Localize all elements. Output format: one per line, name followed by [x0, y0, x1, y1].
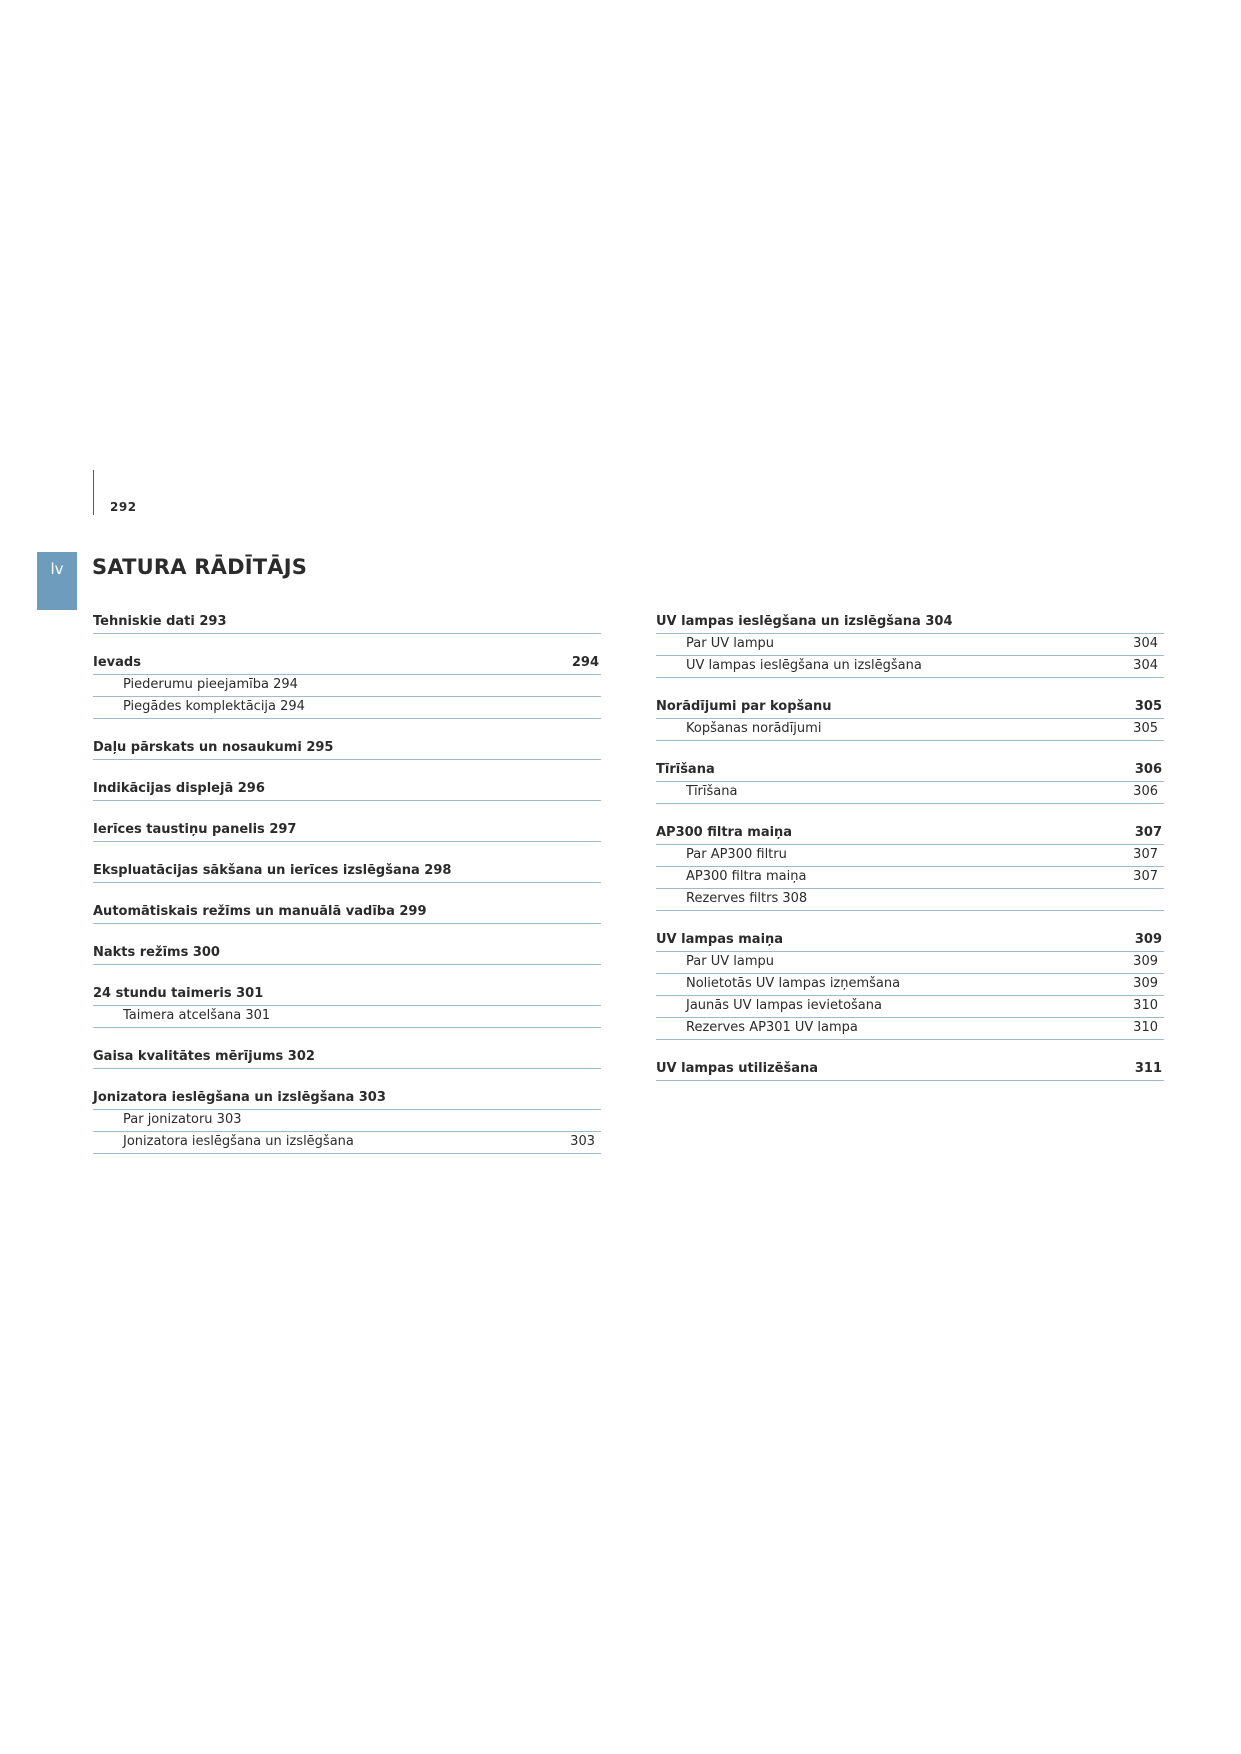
toc-entry[interactable] — [93, 945, 601, 965]
toc-subentry[interactable] — [656, 1020, 1164, 1040]
page-title: SATURA RĀDĪTĀJS — [92, 555, 308, 579]
toc-subentry-page: 307 — [1133, 847, 1158, 862]
toc-entry[interactable] — [93, 655, 601, 675]
toc-section — [656, 762, 1164, 804]
toc-subentry-page: 309 — [1133, 954, 1158, 969]
toc-section — [656, 1061, 1164, 1081]
toc-entry-title: Indikācijas displejā 296 — [93, 781, 265, 796]
toc-section — [93, 614, 601, 634]
toc-entry-title: Tīrīšana — [656, 762, 715, 777]
toc-subentry-title: Jaunās UV lampas ievietošana — [686, 998, 882, 1013]
toc-subentry-title: Rezerves filtrs 308 — [686, 891, 808, 906]
toc-entry-title: Tehniskie dati 293 — [93, 614, 227, 629]
toc-entry-title: Daļu pārskats un nosaukumi 295 — [93, 740, 334, 755]
toc-subentry-page: 306 — [1133, 784, 1158, 799]
toc-subentry-page: 309 — [1133, 976, 1158, 991]
toc-subentry[interactable] — [656, 954, 1164, 974]
toc-section — [93, 945, 601, 965]
toc-subentry[interactable] — [656, 998, 1164, 1018]
toc-entry[interactable] — [93, 740, 601, 760]
toc-subentry[interactable] — [93, 1112, 601, 1132]
toc-subentry[interactable] — [656, 976, 1164, 996]
toc-entry-title: Gaisa kvalitātes mērījums 302 — [93, 1049, 315, 1064]
toc-subentry-title: AP300 filtra maiņa — [686, 869, 807, 884]
toc-subentry[interactable] — [93, 699, 601, 719]
toc-entry-title: Jonizatora ieslēgšana un izslēgšana 303 — [93, 1090, 386, 1105]
toc-section — [93, 986, 601, 1028]
toc-entry[interactable] — [93, 904, 601, 924]
toc-entry[interactable] — [93, 1090, 601, 1110]
toc-subentry-title: Piegādes komplektācija 294 — [123, 699, 305, 714]
toc-entry-title: Automātiskais režīms un manuālā vadība 299 — [93, 904, 427, 919]
toc-entry-title: UV lampas utilizēšana — [656, 1061, 819, 1076]
toc-entry-title: Ekspluatācijas sākšana un ierīces izslēgšana 298 — [93, 863, 452, 878]
page-number: 292 — [110, 500, 137, 514]
toc-entry-page: 307 — [1134, 825, 1162, 840]
toc-entry-title: Nakts režīms 300 — [93, 945, 220, 960]
toc-entry-title: AP300 filtra maiņa — [656, 825, 793, 840]
toc-section — [93, 655, 601, 719]
toc-subentry-title: Par UV lampu — [686, 954, 774, 969]
toc-entry[interactable] — [656, 932, 1164, 952]
toc-subentry-title: Rezerves AP301 UV lampa — [686, 1020, 858, 1035]
toc-subentry-page: 304 — [1133, 658, 1158, 673]
toc-subentry[interactable] — [656, 636, 1164, 656]
toc-subentry-title: Par UV lampu — [686, 636, 774, 651]
toc-subentry-title: Kopšanas norādījumi — [686, 721, 822, 736]
toc-subentry[interactable] — [93, 1134, 601, 1154]
toc-subentry[interactable] — [93, 1008, 601, 1028]
toc-section — [656, 825, 1164, 911]
toc-entry[interactable] — [93, 863, 601, 883]
toc-entry[interactable] — [93, 781, 601, 801]
toc-entry[interactable] — [93, 614, 601, 634]
toc-entry-title: Norādījumi par kopšanu — [656, 699, 832, 714]
toc-entry-title: 24 stundu taimeris 301 — [93, 986, 264, 1001]
toc-entry-page: 309 — [1134, 932, 1162, 947]
toc-entry-page: 311 — [1134, 1061, 1162, 1076]
toc-subentry[interactable] — [656, 784, 1164, 804]
toc-entry[interactable] — [93, 1049, 601, 1069]
toc-subentry-page: 307 — [1133, 869, 1158, 884]
toc-entry-title: UV lampas maiņa — [656, 932, 784, 947]
toc-entry[interactable] — [656, 762, 1164, 782]
toc-entry[interactable] — [656, 699, 1164, 719]
language-tab: lv — [37, 552, 77, 610]
toc-subentry[interactable] — [656, 891, 1164, 911]
toc-entry-title: UV lampas ieslēgšana un izslēgšana 304 — [656, 614, 953, 629]
toc-entry[interactable] — [656, 1061, 1164, 1081]
toc-subentry-title: Nolietotās UV lampas izņemšana — [686, 976, 901, 991]
toc-subentry-title: Jonizatora ieslēgšana un izslēgšana — [123, 1134, 354, 1149]
toc-subentry[interactable] — [656, 847, 1164, 867]
toc-entry-page: 305 — [1134, 699, 1162, 714]
toc-section — [93, 822, 601, 842]
toc-entry[interactable] — [93, 986, 601, 1006]
toc-subentry-page: 303 — [570, 1134, 595, 1149]
toc-section — [93, 740, 601, 760]
toc-entry[interactable] — [656, 614, 1164, 634]
toc-subentry-title: UV lampas ieslēgšana un izslēgšana — [686, 658, 922, 673]
toc-section — [93, 1090, 601, 1154]
page-number-rule — [93, 470, 94, 515]
toc-entry-page: 306 — [1134, 762, 1162, 777]
toc-subentry-title: Tīrīšana — [686, 784, 738, 799]
toc-subentry-page: 305 — [1133, 721, 1158, 736]
toc-column-left — [93, 614, 601, 1175]
toc-subentry[interactable] — [93, 677, 601, 697]
toc-section — [93, 863, 601, 883]
toc-subentry-title: Par AP300 filtru — [686, 847, 787, 862]
toc-subentry[interactable] — [656, 721, 1164, 741]
toc-section — [656, 699, 1164, 741]
toc-subentry-title: Piederumu pieejamība 294 — [123, 677, 298, 692]
toc-entry[interactable] — [93, 822, 601, 842]
toc-subentry-title: Taimera atcelšana 301 — [123, 1008, 271, 1023]
toc-section — [93, 781, 601, 801]
toc-section — [656, 932, 1164, 1040]
toc-subentry-page: 304 — [1133, 636, 1158, 651]
toc-entry-title: Ierīces taustiņu panelis 297 — [93, 822, 297, 837]
toc-section — [93, 1049, 601, 1069]
toc-subentry-page: 310 — [1133, 998, 1158, 1013]
toc-subentry-title: Par jonizatoru 303 — [123, 1112, 242, 1127]
toc-entry[interactable] — [656, 825, 1164, 845]
toc-column-right — [656, 614, 1164, 1102]
toc-section — [656, 614, 1164, 678]
toc-entry-title: Ievads — [93, 655, 141, 670]
toc-entry-page: 294 — [571, 655, 599, 670]
toc-section — [93, 904, 601, 924]
toc-subentry[interactable] — [656, 658, 1164, 678]
toc-subentry-page: 310 — [1133, 1020, 1158, 1035]
toc-subentry[interactable] — [656, 869, 1164, 889]
